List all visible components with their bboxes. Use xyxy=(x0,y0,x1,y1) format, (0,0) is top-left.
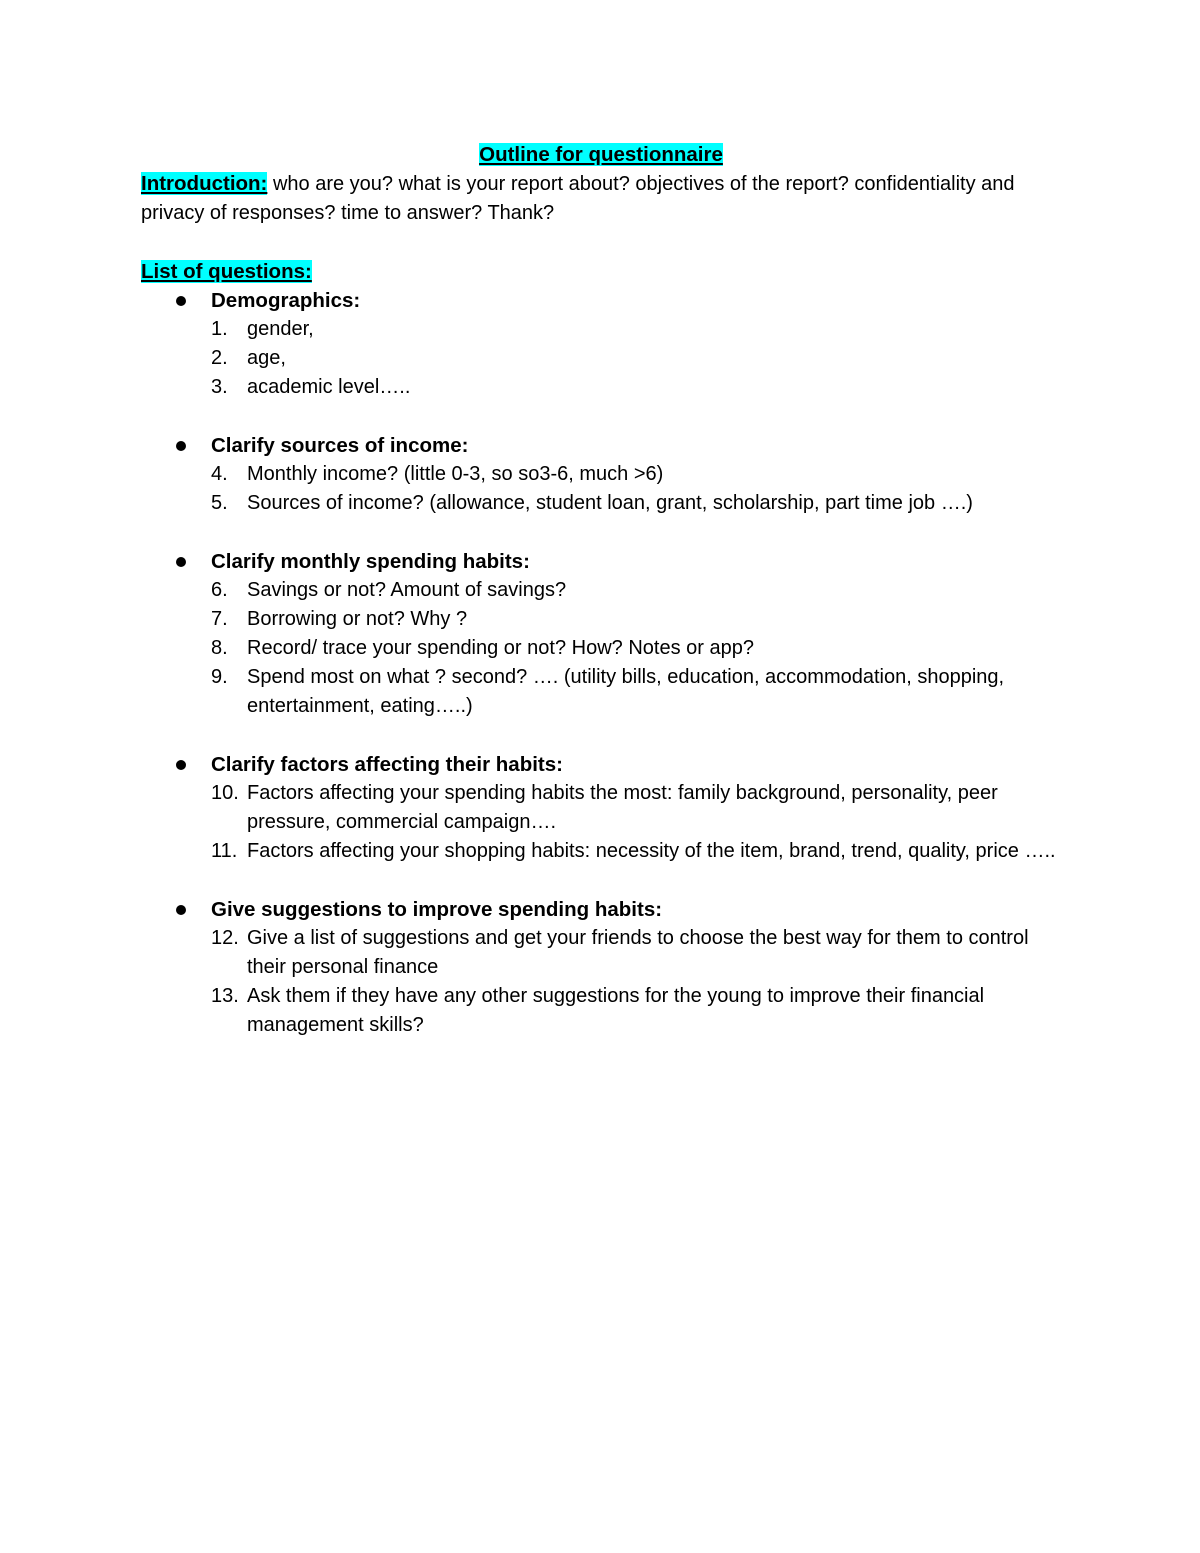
item-text: Factors affecting your shopping habits: necessity of the item, brand, trend, quality, price ….. xyxy=(247,840,1056,862)
list-item xyxy=(141,634,1061,663)
list-item xyxy=(141,982,1061,1040)
introduction-label: Introduction: xyxy=(141,172,268,195)
introduction-paragraph xyxy=(141,169,1061,228)
questions-heading-line xyxy=(141,257,1061,286)
list-item xyxy=(141,924,1061,982)
section-heading-row xyxy=(141,431,1061,460)
item-number: 2. xyxy=(211,347,228,369)
bullet-icon xyxy=(176,441,186,451)
section-suggestions xyxy=(141,895,1061,1040)
item-number: 11. xyxy=(211,840,238,862)
bullet-icon xyxy=(176,905,186,915)
introduction-text: who are you? what is your report about? objectives of the report? confidentiality and privacy of responses? time to answer? Thank? xyxy=(141,173,1015,224)
section-spending xyxy=(141,547,1061,721)
spacer xyxy=(141,866,1061,895)
spacer xyxy=(141,721,1061,750)
section-heading-row xyxy=(141,547,1061,576)
item-number: 3. xyxy=(211,376,228,398)
list-item xyxy=(141,373,1061,402)
item-text: Record/ trace your spending or not? How? Notes or app? xyxy=(247,637,754,659)
document-body xyxy=(141,140,1061,1040)
list-item xyxy=(141,779,1061,837)
spacer xyxy=(141,228,1061,257)
bullet-icon xyxy=(176,760,186,770)
item-number: 10. xyxy=(211,782,239,804)
item-text: Borrowing or not? Why ? xyxy=(247,608,468,630)
item-text: academic level….. xyxy=(247,376,411,398)
spacer xyxy=(141,402,1061,431)
document-title: Outline for questionnaire xyxy=(479,143,723,166)
section-factors xyxy=(141,750,1061,866)
bullet-icon xyxy=(176,557,186,567)
section-heading-row xyxy=(141,286,1061,315)
item-number: 8. xyxy=(211,637,228,659)
item-number: 6. xyxy=(211,579,228,601)
section-heading: Clarify sources of income: xyxy=(211,434,469,457)
list-item xyxy=(141,460,1061,489)
item-text: Savings or not? Amount of savings? xyxy=(247,579,567,601)
section-income xyxy=(141,431,1061,518)
section-heading: Clarify monthly spending habits: xyxy=(211,550,530,573)
list-item xyxy=(141,315,1061,344)
item-number: 9. xyxy=(211,666,228,688)
spacer xyxy=(141,518,1061,547)
section-demographics xyxy=(141,286,1061,402)
item-text: Monthly income? (little 0-3, so so3-6, much >6) xyxy=(247,463,664,485)
item-number: 13. xyxy=(211,985,239,1007)
questions-heading: List of questions: xyxy=(141,260,312,283)
item-text: Factors affecting your spending habits the most: family background, personality, peer pressure, commercial campaign…. xyxy=(247,782,998,833)
list-item xyxy=(141,605,1061,634)
section-heading-row xyxy=(141,750,1061,779)
bullet-icon xyxy=(176,296,186,306)
item-text: gender, xyxy=(247,318,314,340)
item-number: 7. xyxy=(211,608,228,630)
item-text: age, xyxy=(247,347,286,369)
section-heading-row xyxy=(141,895,1061,924)
document-title-line xyxy=(141,140,1061,169)
item-text: Ask them if they have any other suggestions for the young to improve their financial management skills? xyxy=(247,985,985,1036)
section-heading: Give suggestions to improve spending habits: xyxy=(211,898,663,921)
item-text: Spend most on what ? second? …. (utility bills, education, accommodation, shopping, entertainment, eating…..) xyxy=(247,666,1005,717)
item-number: 1. xyxy=(211,318,228,340)
item-text: Give a list of suggestions and get your friends to choose the best way for them to control their personal finance xyxy=(247,927,1029,978)
section-heading: Demographics: xyxy=(211,289,361,312)
list-item xyxy=(141,344,1061,373)
list-item xyxy=(141,489,1061,518)
item-number: 4. xyxy=(211,463,228,485)
list-item xyxy=(141,663,1061,721)
list-item xyxy=(141,837,1061,866)
section-heading: Clarify factors affecting their habits: xyxy=(211,753,563,776)
item-text: Sources of income? (allowance, student loan, grant, scholarship, part time job ….) xyxy=(247,492,973,514)
item-number: 5. xyxy=(211,492,228,514)
list-item xyxy=(141,576,1061,605)
item-number: 12. xyxy=(211,927,239,949)
